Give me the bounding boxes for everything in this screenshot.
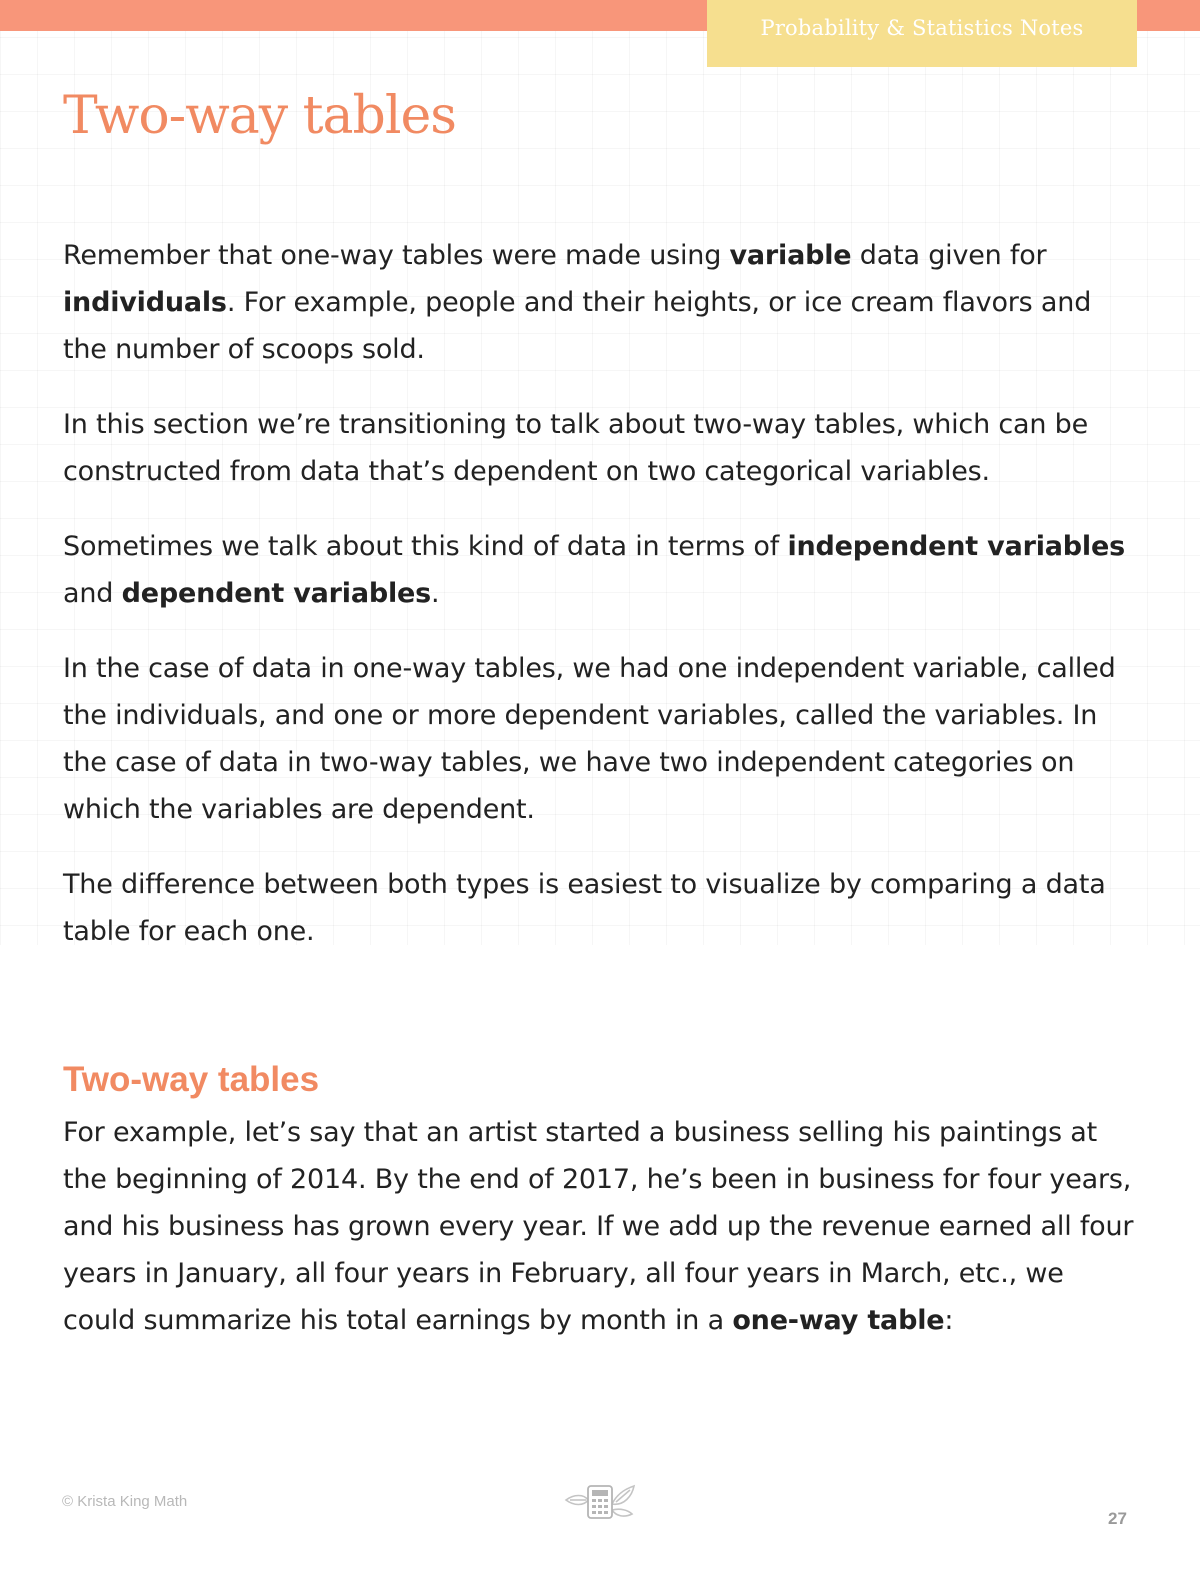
paragraph-1 [63,232,1143,373]
paragraph-3-bold-b: dependent variables [121,578,432,609]
section-paragraph-bold: one-way table [732,1305,945,1336]
paragraph-3-text-b: and [63,578,122,609]
page-title: Two-way tables [63,86,456,146]
paragraph-4: In the case of data in one-way tables, we had one independent variable, called the individuals, and one or more dependent variables, called the variables. In the case of data in two-way tables, we have two independent categories on which the variables are dependent. [63,653,1116,825]
paragraph-3 [63,523,1143,617]
paragraph-1-bold-b: individuals [63,287,227,318]
section-paragraph-text-b: : [944,1305,954,1336]
paragraph-1-text-b: data given for [851,240,1047,271]
section-heading: Two-way tables [63,1060,320,1099]
calculator-logo-icon [562,1480,638,1522]
header-tab [707,0,1137,67]
paragraph-1-bold-a: variable [729,240,852,271]
paragraph-3-text-a: Sometimes we talk about this kind of data in terms of [63,531,788,562]
header-tab-label: Probability & Statistics Notes [760,16,1084,40]
paragraph-1-text-a: Remember that one-way tables were made using [63,240,730,271]
section-body [63,1109,1143,1344]
paragraph-1-text-c: . For example, people and their heights, or ice cream flavors and the number of scoops sold. [63,287,1092,365]
paragraph-5: The difference between both types is easiest to visualize by comparing a data table for each one. [63,869,1106,947]
paragraph-3-text-c: . [431,578,440,609]
copyright-text: © Krista King Math [62,1493,188,1510]
page-number: 27 [1108,1509,1127,1528]
intro-content [63,232,1143,983]
section-paragraph-text-a: For example, let’s say that an artist started a business selling his paintings at the beginning of 2014. By the end of 2017, he’s been in business for four years, and his business has grown every year. If we add up the revenue earned all four years in January, all four years in February, all four years in March, etc., we could summarize his total earnings by month in a [63,1117,1134,1336]
paragraph-3-bold-a: independent variables [787,531,1125,562]
section-paragraph [63,1109,1143,1344]
paragraph-2: In this section we’re transitioning to talk about two-way tables, which can be constructed from data that’s dependent on two categorical variables. [63,409,1089,487]
